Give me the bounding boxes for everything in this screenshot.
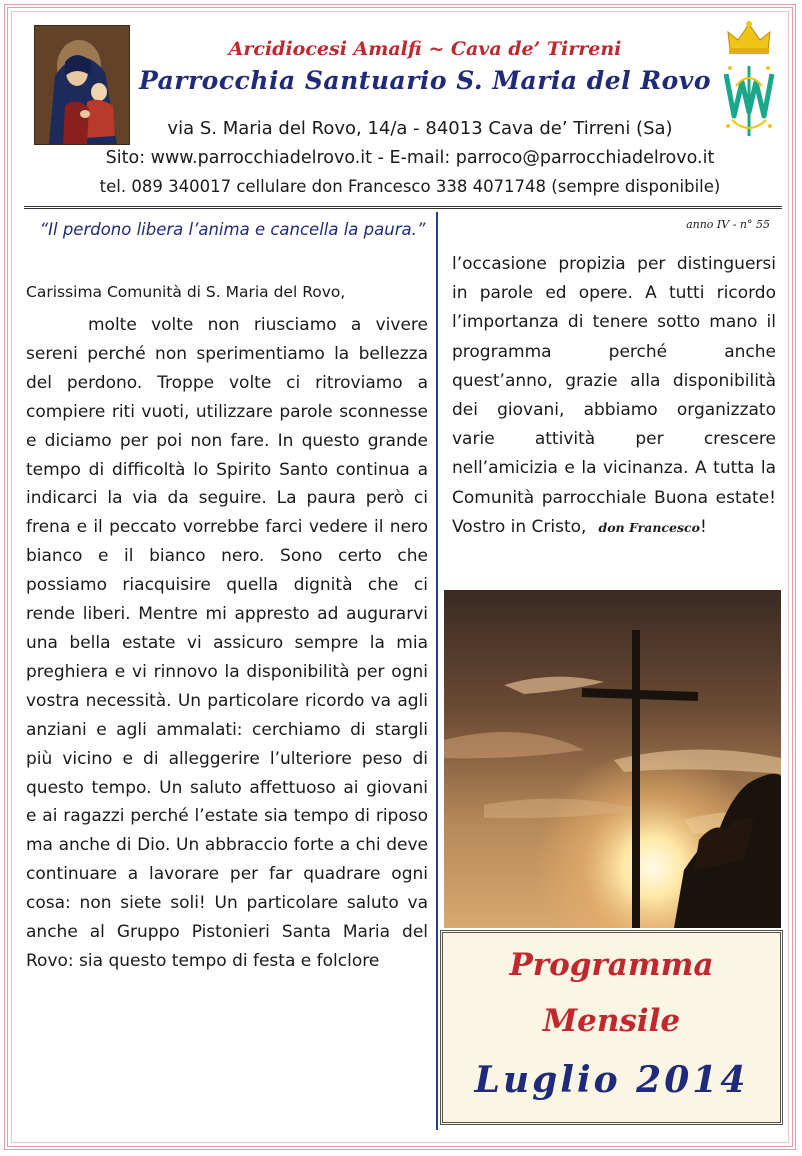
parish-title: Parrocchia Santuario S. Maria del Rovo — [138, 66, 711, 95]
signature: don Francesco — [598, 519, 700, 535]
parish-address: via S. Maria del Rovo, 14/a - 84013 Cava de’ Tirreni (Sa) — [167, 118, 673, 139]
issue-number: anno IV - n° 55 — [686, 218, 770, 231]
website-email-line: Sito: www.parrocchiadelrovo.it - E-mail: parroco@parrocchiadelrovo.it — [105, 148, 715, 168]
header-divider — [24, 206, 782, 209]
cross-sunset-photo — [444, 590, 781, 928]
diocese-title: Arcidiocesi Amalfi ~ Cava de’ Tirreni — [228, 38, 622, 60]
madonna-icon-image — [34, 25, 130, 145]
marian-crown-emblem — [718, 16, 780, 140]
motto-quote: “Il perdono libera l’anima e cancella la paura.” — [39, 220, 426, 239]
signature-mark: ! — [699, 516, 707, 537]
monthly-program-box — [440, 930, 783, 1125]
letter-text-right: l’occasione propizia per distinguersi in parole ed opere. A tutti ricordo l’importanza di tenere sotto mano il programma perché anche quest’anno, grazie alla disponibilità dei giovani, abbiamo organizzato varie attività per crescere nell’amicizia e la vicinanza. A tutta la Comunità parrocchiale Buona estate! Vostro in Cristo, — [452, 254, 776, 537]
letter-text-left: molte volte non riusciamo a vivere sereni perché non sperimentiamo la bellezza del perdono. Troppe volte ci ritroviamo a compiere riti vuoti, utilizzare parole sconnesse e diciamo per poi non fare. In questo grande tempo di difficoltà lo Spirito Santo continua a indicarci la via da seguire. La paura però ci frena e il peccato vorrebbe farci vedere il nero bianco e il bianco nero. Sono certo che possiamo riacquisire quella dignità che ci rende liberi. Mentre mi appresto ad augurarvi una bella estate vi assicuro sempre la mia preghiera e vi rinnovo la disponibilità per ogni vostra necessità. Un particolare ricordo va agli anziani e agli ammalati: cerchiamo di stargli più vicino e di alleggerire l’ulteriore peso di questo tempo. Un saluto affettuoso ai giovani e ai ragazzi perché l’estate sia tempo di riposo ma anche di Dio. Un abbraccio forte a chi deve continuare a lavorare per far quadrare ogni cosa: non siete soli! Un particolare saluto va anche al Gruppo Pistonieri Santa Maria del Rovo: sia questo tempo di festa e folclore — [26, 315, 428, 971]
letter-body-right — [452, 250, 776, 542]
letter-salutation: Carissima Comunità di S. Maria del Rovo, — [26, 283, 346, 301]
telephone-line: tel. 089 340017 cellulare don Francesco 338 4071748 (sempre disponibile) — [99, 177, 721, 196]
program-title: Programma — [509, 947, 714, 983]
program-subtitle: Mensile — [542, 1003, 681, 1039]
column-divider — [436, 212, 438, 1130]
letter-body-left — [26, 311, 428, 976]
program-month: Luglio 2014 — [474, 1059, 749, 1101]
